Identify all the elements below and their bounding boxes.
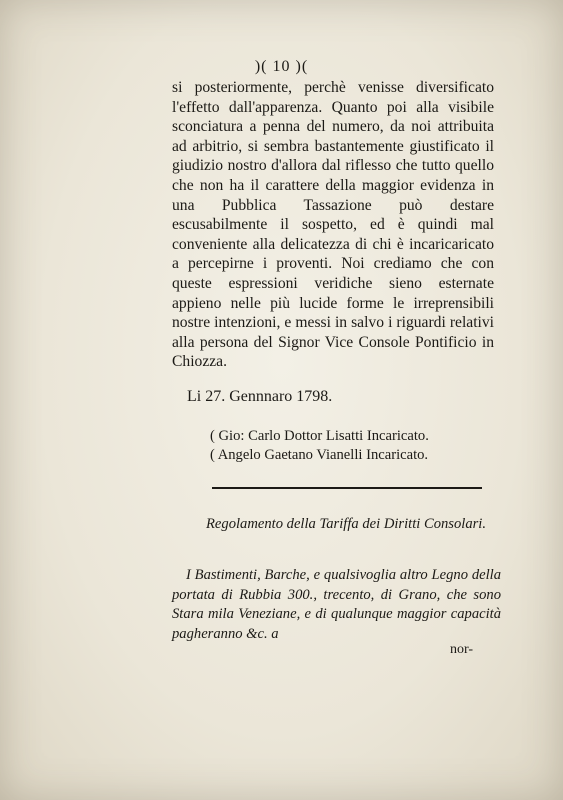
body-paragraph-block (172, 78, 494, 372)
section-heading: Regolamento della Tariffa dei Diritti Consolari. (206, 516, 486, 532)
signature-line-1: ( Gio: Carlo Dottor Lisatti Incaricato. (210, 428, 429, 444)
regulation-paragraph-block (172, 566, 501, 644)
catchword: nor- (450, 642, 474, 657)
page-number: )( 10 )( (254, 58, 309, 75)
date-line: Li 27. Gennnaro 1798. (187, 388, 333, 405)
signature-line-2: ( Angelo Gaetano Vianelli Incaricato. (210, 447, 429, 463)
regulation-paragraph: I Bastimenti, Barche, e qualsivoglia altro Legno della portata di Rubbia 300., trecento, di Grano, che sono Stara mila Veneziane, e di qualunque maggior capacità pagheranno &c. a (172, 567, 501, 642)
body-paragraph: si posteriormente, perchè venisse diversificato l'effetto dall'apparenza. Quanto poi alla visibile sconciatura a penna del numero, da noi attribuita ad arbitrio, si sembra bastantemente giustificato il giudizio nostro d'allora dal riflesso che tutto quello che non ha il carattere della maggior evidenza in una Pubblica Tassazione può destare escusabilmente il sospetto, ed è quindi mal conveniente alla delicatezza di chi è incaricaricato a percepirne i proventi. Noi crediamo che con queste espressioni veridiche sieno esternate appieno nelle più lucide forme le irreprensibili nostre intenzioni, e messi in salvo i riguardi relativi alla persona del Signor Vice Console Pontificio in Chiozza. (172, 79, 494, 371)
horizontal-divider (212, 487, 482, 489)
